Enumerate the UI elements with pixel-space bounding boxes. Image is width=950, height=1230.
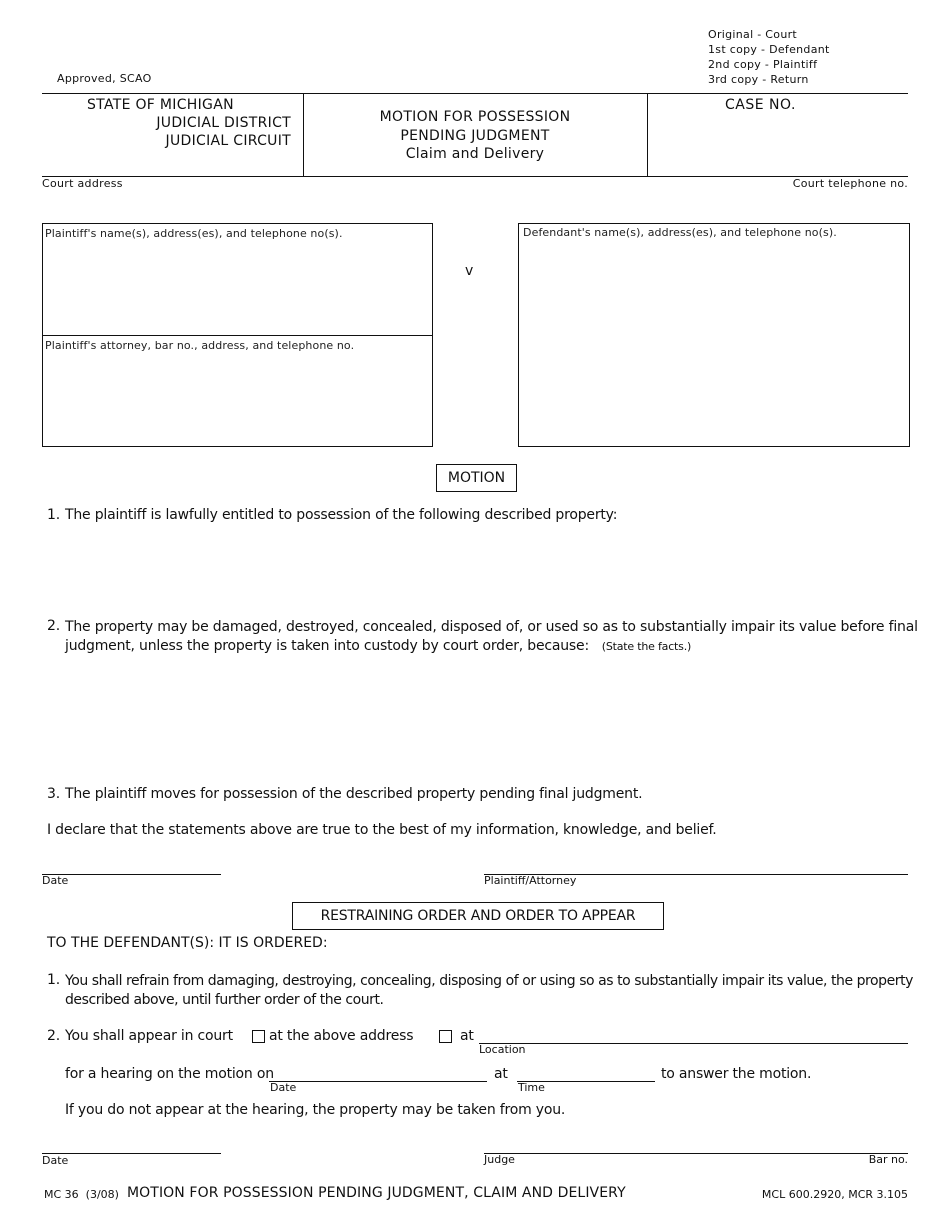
approved-text: Approved, SCAO <box>57 72 152 85</box>
motion-date-label: Date <box>42 874 69 887</box>
hearing-date-line[interactable] <box>269 1081 487 1082</box>
at-label: at <box>460 1028 474 1044</box>
court-phone-label: Court telephone no. <box>792 177 908 190</box>
location-label: Location <box>479 1043 526 1056</box>
plaintiff-field[interactable] <box>45 244 430 332</box>
form-number: MC 36 <box>44 1188 79 1201</box>
defendant-label: Defendant's name(s), address(es), and telephone no(s). <box>523 226 837 239</box>
facts-field[interactable] <box>65 662 905 777</box>
distribution-item: Original - Court <box>708 28 798 41</box>
distribution-item: 3rd copy - Return <box>708 73 809 86</box>
header-divider <box>647 93 648 176</box>
motion-item1-text: The plaintiff is lawfully entitled to possession of the following described property: <box>65 507 618 523</box>
form-revision: (3/08) <box>85 1188 119 1201</box>
attorney-label: Plaintiff's attorney, bar no., address, and telephone no. <box>45 339 355 352</box>
above-address-checkbox[interactable] <box>252 1030 265 1043</box>
footer-form-title: MOTION FOR POSSESSION PENDING JUDGMENT, CLAIM AND DELIVERY <box>127 1185 626 1201</box>
order-item-number: 2. <box>47 1028 60 1044</box>
appear-text: You shall appear in court <box>65 1028 233 1044</box>
order-heading: RESTRAINING ORDER AND ORDER TO APPEAR <box>292 902 664 930</box>
motion-item2-text <box>65 618 918 656</box>
at-time-text: at <box>494 1066 508 1082</box>
declaration-text: I declare that the statements above are true to the best of my information, knowledge, and belief. <box>47 822 717 838</box>
distribution-item: 1st copy - Defendant <box>708 43 830 56</box>
order-intro: TO THE DEFENDANT(S): IT IS ORDERED: <box>47 935 328 951</box>
form-subtitle: Claim and Delivery <box>405 146 545 162</box>
form-title-line: PENDING JUDGMENT <box>400 127 550 144</box>
hearing-time-label: Time <box>518 1081 545 1094</box>
warning-text: If you do not appear at the hearing, the property may be taken from you. <box>65 1102 566 1118</box>
hearing-text: for a hearing on the motion on <box>65 1066 274 1082</box>
attorney-field[interactable] <box>45 356 430 442</box>
plaintiff-label: Plaintiff's name(s), address(es), and telephone no(s). <box>45 227 343 240</box>
defendant-box <box>518 223 910 447</box>
motion-date-line[interactable] <box>42 874 221 875</box>
state-name: STATE OF MICHIGAN <box>87 97 234 113</box>
form-title-block <box>303 108 647 164</box>
order-date-line[interactable] <box>42 1153 221 1154</box>
judge-label: Judge <box>484 1153 515 1166</box>
distribution-list <box>708 27 830 87</box>
form-id <box>44 1188 119 1201</box>
motion-item2-line <box>65 637 918 656</box>
motion-item-number: 1. <box>47 507 60 523</box>
plaintiff-divider <box>43 335 432 336</box>
property-description-field[interactable] <box>65 530 905 610</box>
bar-no-label: Bar no. <box>868 1153 908 1166</box>
order-item1-line: You shall refrain from damaging, destroying, concealing, disposing of or using so as to substantially impair its value, the property <box>65 973 913 989</box>
motion-item-number: 2. <box>47 618 60 634</box>
above-address-label: at the above address <box>269 1028 414 1044</box>
hearing-date-label: Date <box>270 1081 297 1094</box>
distribution-item: 2nd copy - Plaintiff <box>708 58 818 71</box>
footer-citation: MCL 600.2920, MCR 3.105 <box>761 1188 908 1201</box>
court-name-block <box>42 96 291 150</box>
defendant-field[interactable] <box>523 244 905 442</box>
motion-item2-line2: judgment, unless the property is taken into custody by court order, because: <box>65 638 589 654</box>
order-item1-line: described above, until further order of the court. <box>65 992 384 1008</box>
order-item1-text <box>65 972 913 1010</box>
versus-text: v <box>465 263 474 279</box>
district-label: JUDICIAL DISTRICT <box>156 115 291 131</box>
motion-item2-line: The property may be damaged, destroyed, concealed, disposed of, or used so as to substantially impair its value before final <box>65 619 918 635</box>
plaintiff-box <box>42 223 433 447</box>
state-facts-note: (State the facts.) <box>601 640 692 653</box>
motion-heading: MOTION <box>436 464 517 492</box>
motion-item3-text: The plaintiff moves for possession of the described property pending final judgment. <box>65 786 643 802</box>
location-line[interactable] <box>479 1043 908 1044</box>
case-no-label: CASE NO. <box>725 97 796 113</box>
answer-text: to answer the motion. <box>661 1066 812 1082</box>
motion-item-number: 3. <box>47 786 60 802</box>
order-item-number: 1. <box>47 972 60 988</box>
case-no-field[interactable] <box>660 120 900 170</box>
circuit-label: JUDICIAL CIRCUIT <box>165 133 291 149</box>
other-location-checkbox[interactable] <box>439 1030 452 1043</box>
form-title-line: MOTION FOR POSSESSION <box>379 109 571 125</box>
plaintiff-signature-label: Plaintiff/Attorney <box>484 874 577 887</box>
header-top-rule <box>42 93 908 94</box>
order-date-label: Date <box>42 1154 69 1167</box>
court-address-label: Court address <box>42 177 123 190</box>
